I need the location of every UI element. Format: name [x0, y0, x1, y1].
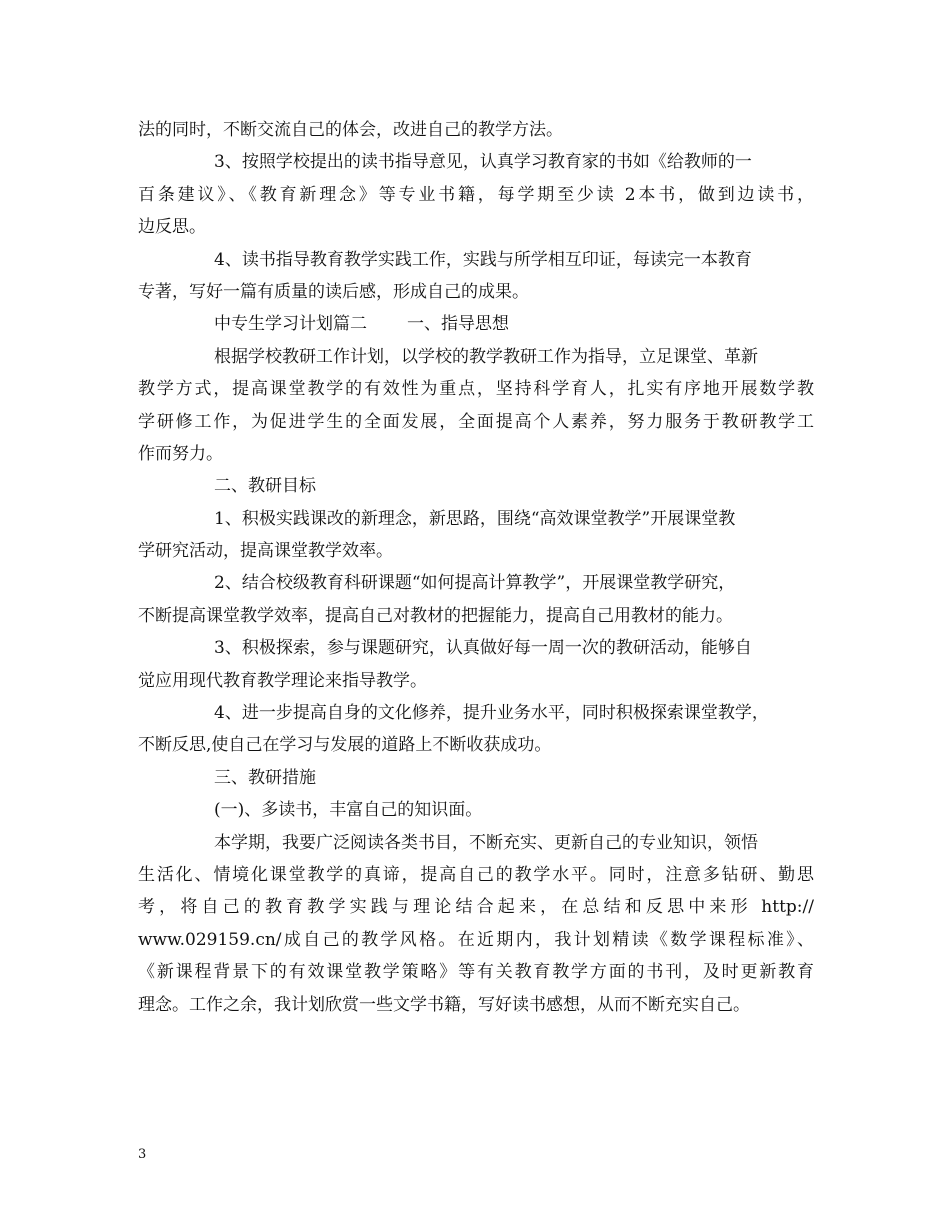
text-line: 考，将自己的教育教学实践与理论结合起来，在总结和反思中来形 http:// — [138, 897, 814, 918]
text-line: 百条建议》、《教育新理念》等专业书籍，每学期至少读 2本书，做到边读书， — [138, 184, 814, 205]
text-line: 理念。工作之余，我计划欣赏一些文学书籍，写好读书感想，从而不断充实自己。 — [138, 994, 750, 1015]
text-line: 2、结合校级教育科研课题“如何提高计算教学”，开展课堂教学研究， — [214, 573, 736, 594]
text-line: 学研修工作，为促进学生的全面发展，全面提高个人素养，努力服务于教研教学工 — [138, 411, 814, 432]
text-line: 不断反思,使自己在学习与发展的道路上不断收获成功。 — [138, 735, 552, 756]
text-line: 3、积极探索，参与课题研究，认真做好每一周一次的教研活动，能够自 — [214, 638, 752, 659]
heading-research-measures: 三、教研措施 — [214, 767, 316, 788]
text-line: 根据学校教研工作计划，以学校的教学教研工作为指导，立足课堂、革新 — [214, 346, 758, 367]
text-line: 不断提高课堂教学效率，提高自己对教材的把握能力，提高自己用教材的能力。 — [138, 605, 733, 626]
text-line: 4、读书指导教育教学实践工作，实践与所学相互印证，每读完一本教育 — [214, 249, 752, 270]
text-line: 法的同时，不断交流自己的体会，改进自己的教学方法。 — [138, 120, 563, 140]
body-text — [138, 114, 814, 1021]
section-heading-line — [138, 308, 814, 340]
text-line: 3、按照学校提出的读书指导意见，认真学习教育家的书如《给教师的一 — [214, 152, 752, 173]
plan-title: 中专生学习计划篇二 — [214, 314, 367, 335]
text-line: 生活化、情境化课堂教学的真谛，提高自己的教学水平。同时，注意多钻研、勤思 — [138, 864, 814, 885]
text-line: www.029159.cn/成自己的教学风格。在近期内，我计划精读《数学课程标准》、 — [138, 929, 814, 950]
text-line: 觉应用现代教育教学理论来指导教学。 — [138, 670, 427, 691]
text-line: 学研究活动，提高课堂教学效率。 — [138, 541, 393, 562]
text-line: 教学方式，提高课堂教学的有效性为重点，坚持科学育人，扎实有序地开展数学教 — [138, 379, 814, 400]
heading-guiding-thought: 一、指导思想 — [407, 314, 509, 335]
text-line: 1、积极实践课改的新理念，新思路，围绕“高效课堂教学”开展课堂教 — [214, 508, 736, 529]
text-line: 本学期，我要广泛阅读各类书目，不断充实、更新自己的专业知识，领悟 — [214, 832, 758, 853]
text-line: 作而努力。 — [138, 443, 223, 464]
heading-research-goals: 二、教研目标 — [214, 476, 316, 497]
text-line: 边反思。 — [138, 217, 206, 238]
text-line: 专著，写好一篇有质量的读后感，形成自己的成果。 — [138, 281, 529, 302]
text-line: 《新课程背景下的有效课堂教学策略》等有关教育教学方面的书刊，及时更新教育 — [138, 962, 814, 983]
page-number: 3 — [138, 1147, 147, 1162]
subheading-read-more: (一)、多读书，丰富自己的知识面。 — [214, 800, 483, 821]
text-line: 4、进一步提高自身的文化修养，提升业务水平，同时积极探索课堂教学， — [214, 703, 769, 724]
